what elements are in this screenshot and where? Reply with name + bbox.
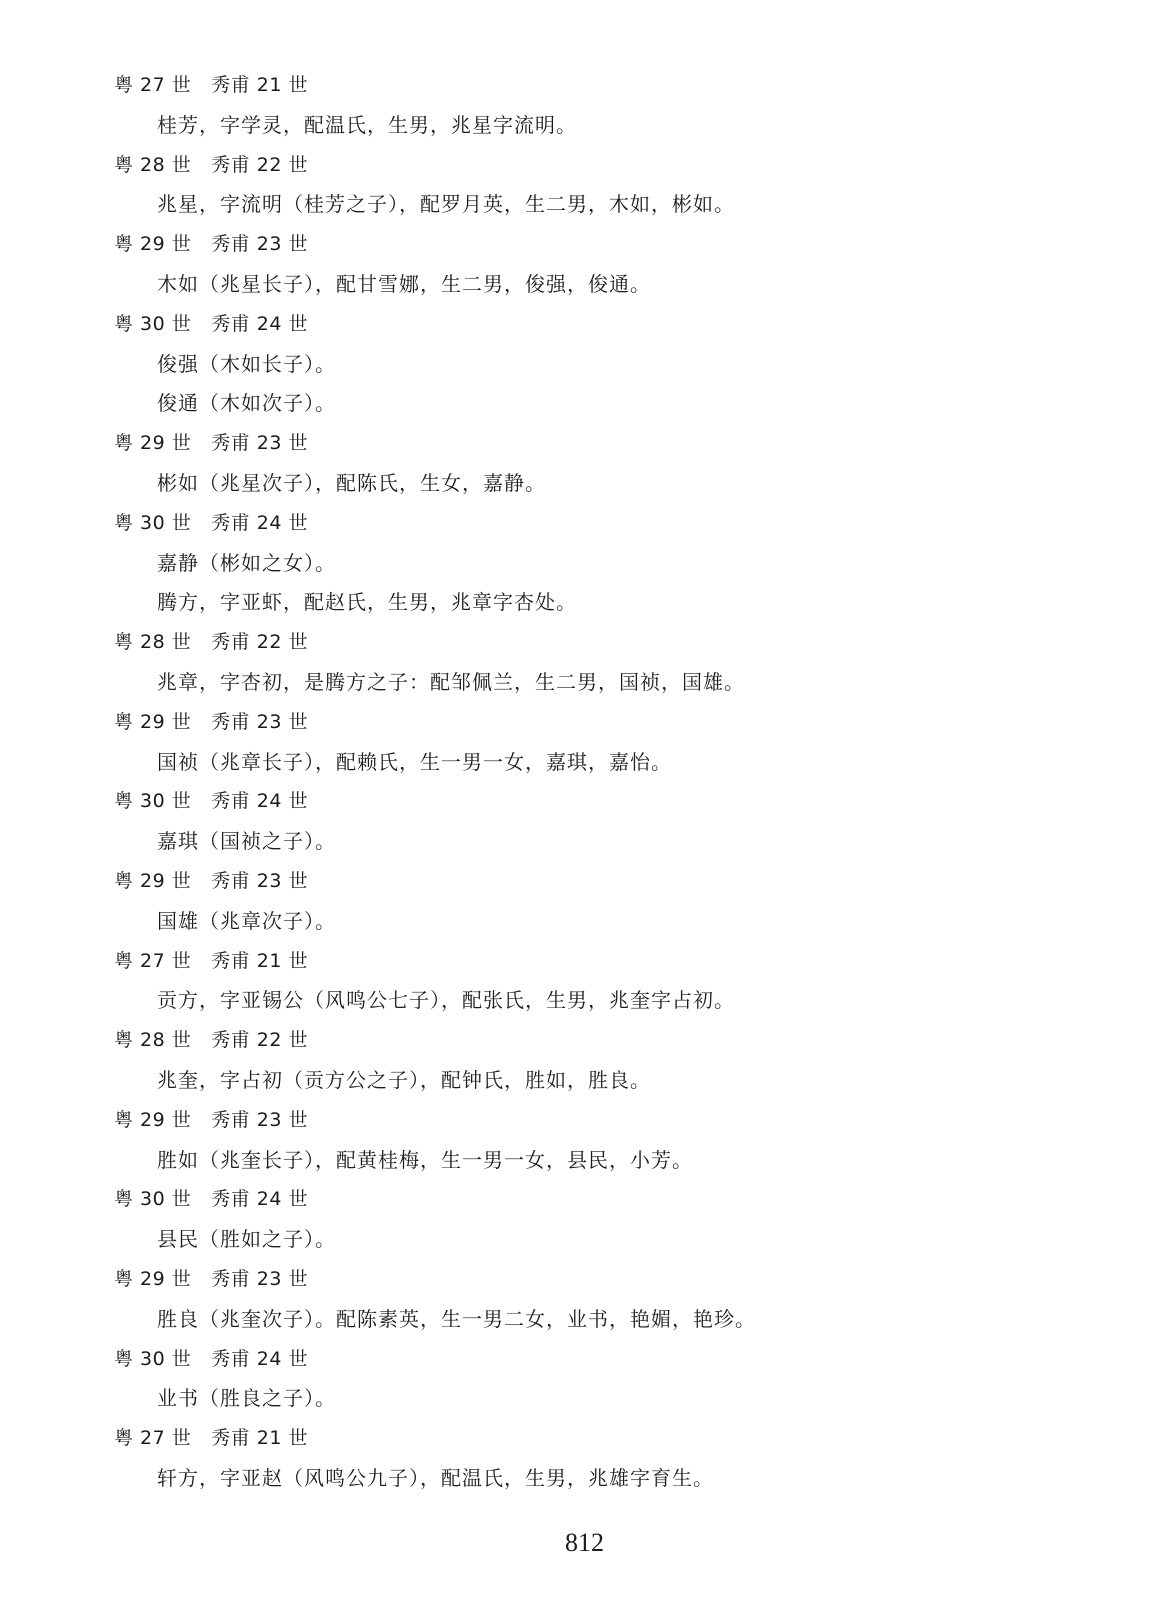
generation-xiufu: 秀甫 24 世 [211, 511, 309, 534]
generation-xiufu: 秀甫 24 世 [211, 790, 309, 813]
generation-yue: 粤 27 世 [114, 1427, 192, 1450]
genealogy-entry: 嘉琪（国祯之子）。 [157, 829, 336, 854]
genealogy-entry: 轩方，字亚赵（风鸣公九子），配温氏，生男，兆雄字育生。 [157, 1465, 714, 1490]
generation-heading [0, 942, 1169, 982]
genealogy-entry: 国祯（兆章长子），配赖氏，生一男一女，嘉琪，嘉怡。 [157, 749, 672, 774]
generation-heading [0, 862, 1169, 902]
generation-xiufu: 秀甫 23 世 [211, 1267, 309, 1290]
genealogy-entry: 俊通（木如次子）。 [157, 391, 336, 416]
generation-heading [0, 504, 1169, 544]
genealogy-entry: 嘉静（彬如之女）。 [157, 550, 336, 575]
genealogy-entry: 桂芳，字学灵，配温氏，生男，兆星字流明。 [157, 112, 577, 137]
genealogy-entry: 彬如（兆星次子），配陈氏，生女，嘉静。 [157, 470, 546, 495]
generation-yue: 粤 30 世 [114, 790, 192, 813]
generation-yue: 粤 29 世 [114, 1108, 192, 1131]
genealogy-entry: 俊强（木如长子）。 [157, 351, 336, 376]
generation-xiufu: 秀甫 23 世 [211, 869, 309, 892]
generation-yue: 粤 27 世 [114, 74, 192, 96]
genealogy-entry: 腾方，字亚虾，配赵氏，生男，兆章字杏处。 [157, 590, 577, 615]
generation-xiufu: 秀甫 22 世 [211, 631, 309, 654]
genealogy-entry: 兆章，字杏初，是腾方之子：配邹佩兰，生二男，国祯，国雄。 [157, 669, 745, 694]
genealogy-text-block [0, 66, 1169, 1499]
generation-heading [0, 1340, 1169, 1380]
generation-heading [0, 146, 1169, 186]
genealogy-entry: 胜良（兆奎次子）。配陈素英，生一男二女，业书，艳媚，艳珍。 [157, 1306, 756, 1331]
generation-heading [0, 703, 1169, 743]
generation-heading [0, 225, 1169, 265]
generation-xiufu: 秀甫 22 世 [211, 1029, 309, 1052]
generation-yue: 粤 30 世 [114, 511, 192, 534]
generation-heading [0, 305, 1169, 345]
generation-heading [0, 1180, 1169, 1220]
generation-yue: 粤 27 世 [114, 949, 192, 972]
generation-heading [0, 782, 1169, 822]
generation-xiufu: 秀甫 21 世 [211, 1427, 309, 1450]
page-number: 812 [565, 1528, 604, 1557]
generation-yue: 粤 29 世 [114, 869, 192, 892]
generation-xiufu: 秀甫 24 世 [211, 1188, 309, 1211]
generation-yue: 粤 30 世 [114, 312, 192, 335]
generation-xiufu: 秀甫 21 世 [211, 74, 309, 96]
generation-yue: 粤 29 世 [114, 233, 192, 256]
genealogy-entry: 胜如（兆奎长子），配黄桂梅，生一男一女，县民，小芳。 [157, 1147, 693, 1172]
generation-heading [0, 1021, 1169, 1061]
generation-xiufu: 秀甫 23 世 [211, 1108, 309, 1131]
generation-heading [0, 1101, 1169, 1141]
genealogy-entry: 兆星，字流明（桂芳之子），配罗月英，生二男，木如，彬如。 [157, 192, 735, 217]
genealogy-entry: 贡方，字亚锡公（风鸣公七子），配张氏，生男，兆奎字占初。 [157, 988, 735, 1013]
generation-xiufu: 秀甫 23 世 [211, 432, 309, 455]
generation-heading [0, 1260, 1169, 1300]
generation-xiufu: 秀甫 22 世 [211, 153, 309, 176]
generation-yue: 粤 28 世 [114, 1029, 192, 1052]
generation-yue: 粤 29 世 [114, 710, 192, 733]
genealogy-entry: 业书（胜良之子）。 [157, 1386, 336, 1411]
generation-heading [0, 424, 1169, 464]
generation-yue: 粤 28 世 [114, 153, 192, 176]
genealogy-entry: 县民（胜如之子）。 [157, 1227, 336, 1252]
generation-heading [0, 623, 1169, 663]
generation-yue: 粤 30 世 [114, 1188, 192, 1211]
genealogy-entry: 国雄（兆章次子）。 [157, 908, 336, 933]
generation-xiufu: 秀甫 23 世 [211, 233, 309, 256]
generation-xiufu: 秀甫 23 世 [211, 710, 309, 733]
generation-heading [0, 66, 1169, 106]
generation-yue: 粤 29 世 [114, 432, 192, 455]
genealogy-entry: 兆奎，字占初（贡方公之子），配钟氏，胜如，胜良。 [157, 1067, 651, 1092]
generation-xiufu: 秀甫 24 世 [211, 312, 309, 335]
generation-xiufu: 秀甫 24 世 [211, 1347, 309, 1370]
genealogy-entry: 木如（兆星长子），配甘雪娜，生二男，俊强，俊通。 [157, 271, 651, 296]
generation-heading [0, 1419, 1169, 1459]
generation-yue: 粤 29 世 [114, 1267, 192, 1290]
generation-xiufu: 秀甫 21 世 [211, 949, 309, 972]
generation-yue: 粤 28 世 [114, 631, 192, 654]
generation-yue: 粤 30 世 [114, 1347, 192, 1370]
